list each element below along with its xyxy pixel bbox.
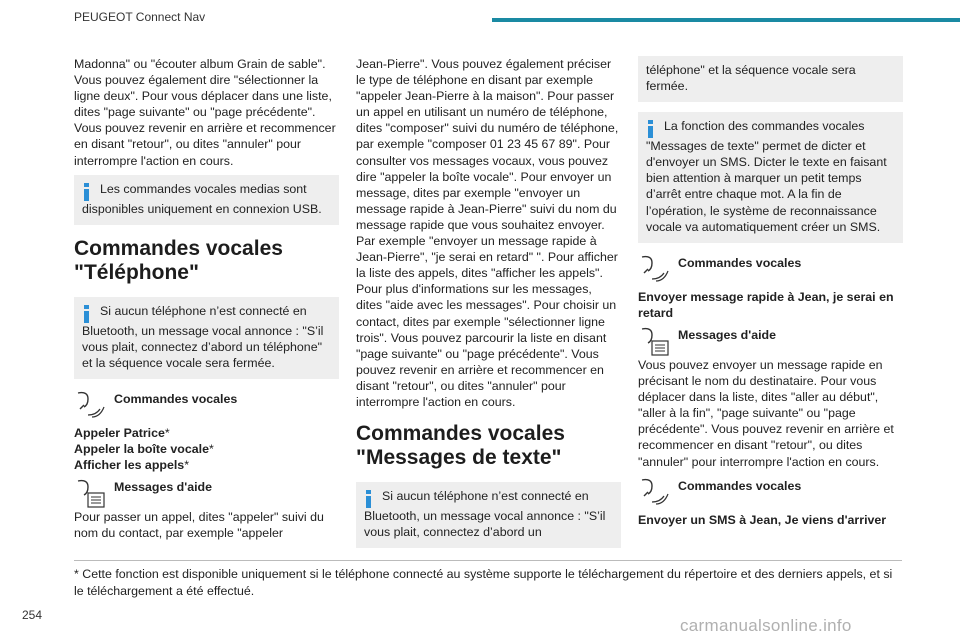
column-3: [638, 56, 903, 528]
info-text: Les commandes vocales medias sont disponibles uniquement en connexion USB.: [82, 181, 322, 216]
column-1: [74, 56, 339, 548]
voice-command-icon: [638, 253, 674, 285]
voice-commands-block-2: [638, 476, 903, 508]
info-text: Si aucun téléphone n’est connecté en Bluetooth, un message vocal annonce : "S’il vous plait, connectez d’abord un: [364, 489, 606, 540]
header-accent-bar: [492, 18, 960, 22]
page-header: [0, 0, 960, 40]
voice-commands-label: Commandes vocales: [678, 478, 802, 493]
info-box-phone: [74, 297, 339, 379]
voice-command-icon: [74, 389, 110, 421]
help-text: Pour passer un appel, dites "appeler" suivi du nom du contact, par exemple "appeler: [74, 510, 324, 541]
info-icon: [647, 120, 654, 138]
info-box-sms: [356, 482, 621, 548]
info-icon: [83, 183, 90, 201]
command-line: Appeler Patrice: [74, 426, 165, 441]
command-line: Appeler la boîte vocale: [74, 442, 209, 457]
watermark: carmanualsonline.info: [680, 616, 852, 635]
help-messages-label: Messages d'aide: [678, 327, 776, 342]
info-icon: [83, 305, 90, 323]
body-paragraph: Jean-Pierre". Vous pouvez également préciser le type de téléphone en disant par exemple "appeler Jean-Pierre à la maison". Pour passer un appel en utilisant un numéro de téléphone, dites "composer" suivi du numéro de téléphone, par exemple "composer 01 23 45 67 89". Pour consulter vos messages vocaux, vous pouvez dire "appeler la boîte vocale". Pour envoyer un message, dites par exemple "envoyer un message rapide à Jean-Pierre" suivi du nom du message rapide que vous souhaitez envoyer. Par exemple "envoyer un message rapide à Jean-Pierre", "je serai en retard" ". Pour afficher la liste des appels, dites "afficher les appels". Pour plus d'informations sur les messages, dites "aide avec les messages". Pour choisir un contact, dites par exemple "sélectionner ligne trois". Vous pouvez parcourir la liste en disant "page suivante" ou "page précédente". Vous pouvez revenir en arrière et recommencer en disant "retour", ou dites "annuler" pour interrompre l'action en cours.: [356, 57, 619, 409]
info-box-media: [74, 175, 339, 225]
section-heading-sms: Commandes vocales "Messages de texte": [356, 422, 565, 470]
voice-commands-block: [638, 253, 903, 285]
command-line: Envoyer message rapide à Jean, je serai en retard: [638, 289, 894, 320]
info-text: Si aucun téléphone n’est connecté en Bluetooth, un message vocal annonce : "S’il vous plait, connectez d’abord un téléphone" et la séquence vocale sera fermée.: [82, 303, 324, 370]
header-title: PEUGEOT Connect Nav: [74, 10, 206, 24]
help-messages-block: [638, 325, 903, 357]
info-icon: [365, 490, 372, 508]
footnote: * Cette fonction est disponible uniquement si le téléphone connecté au système supporte le téléchargement du répertoire et des derniers appels, et si le téléchargement a été effectué.: [74, 567, 893, 598]
info-box-continued: [638, 56, 903, 102]
help-messages-icon: [74, 477, 110, 509]
help-text: Vous pouvez envoyer un message rapide en précisant le nom du destinataire. Pour vous déplacer dans la liste, dites "aller au début", "aller à la fin", "page suivante" ou "page précédente". Vous pouvez revenir en arrière et recommencer en disant "retour", ou dites "annuler" pour interrompre l'action en cours.: [638, 357, 894, 469]
command-line: Envoyer un SMS à Jean, Je viens d'arriver: [638, 512, 887, 527]
footnote-divider: [74, 560, 902, 561]
voice-command-icon: [638, 476, 674, 508]
section-heading-phone: Commandes vocales "Téléphone": [74, 236, 283, 284]
voice-commands-label: Commandes vocales: [678, 255, 802, 270]
voice-commands-block: [74, 389, 339, 421]
info-text: téléphone" et la séquence vocale sera fermée.: [646, 63, 856, 94]
phone-commands-list: Appeler Patrice* Appeler la boîte vocale* Afficher les appels*: [74, 426, 214, 473]
help-messages-block: [74, 477, 339, 509]
info-box-sms-dictation: [638, 112, 903, 243]
help-messages-label: Messages d'aide: [114, 480, 212, 495]
voice-commands-label: Commandes vocales: [114, 392, 238, 407]
column-2: [356, 56, 621, 558]
info-text: La fonction des commandes vocales "Messages de texte" permet de dicter et d'envoyer un SMS. Dicter le texte en faisant bien attention à marquer un petit temps d’arrêt entre chaque mot. A la fin de l’opération, le système de reconnaissance vocale va automatiquement créer un SMS.: [646, 119, 887, 234]
intro-paragraph: Madonna" ou "écouter album Grain de sable". Vous pouvez également dire "sélectionner la ligne deux". Pour vous déplacer dans une liste, dites "page suivante" ou "page précédente". Vous pouvez revenir en arrière et recommencer en disant "retour", ou dites "annuler" pour interrompre l'action en cours.: [74, 57, 336, 168]
page-number: 254: [22, 608, 43, 622]
command-line: Afficher les appels: [74, 458, 185, 473]
help-messages-icon: [638, 325, 674, 357]
